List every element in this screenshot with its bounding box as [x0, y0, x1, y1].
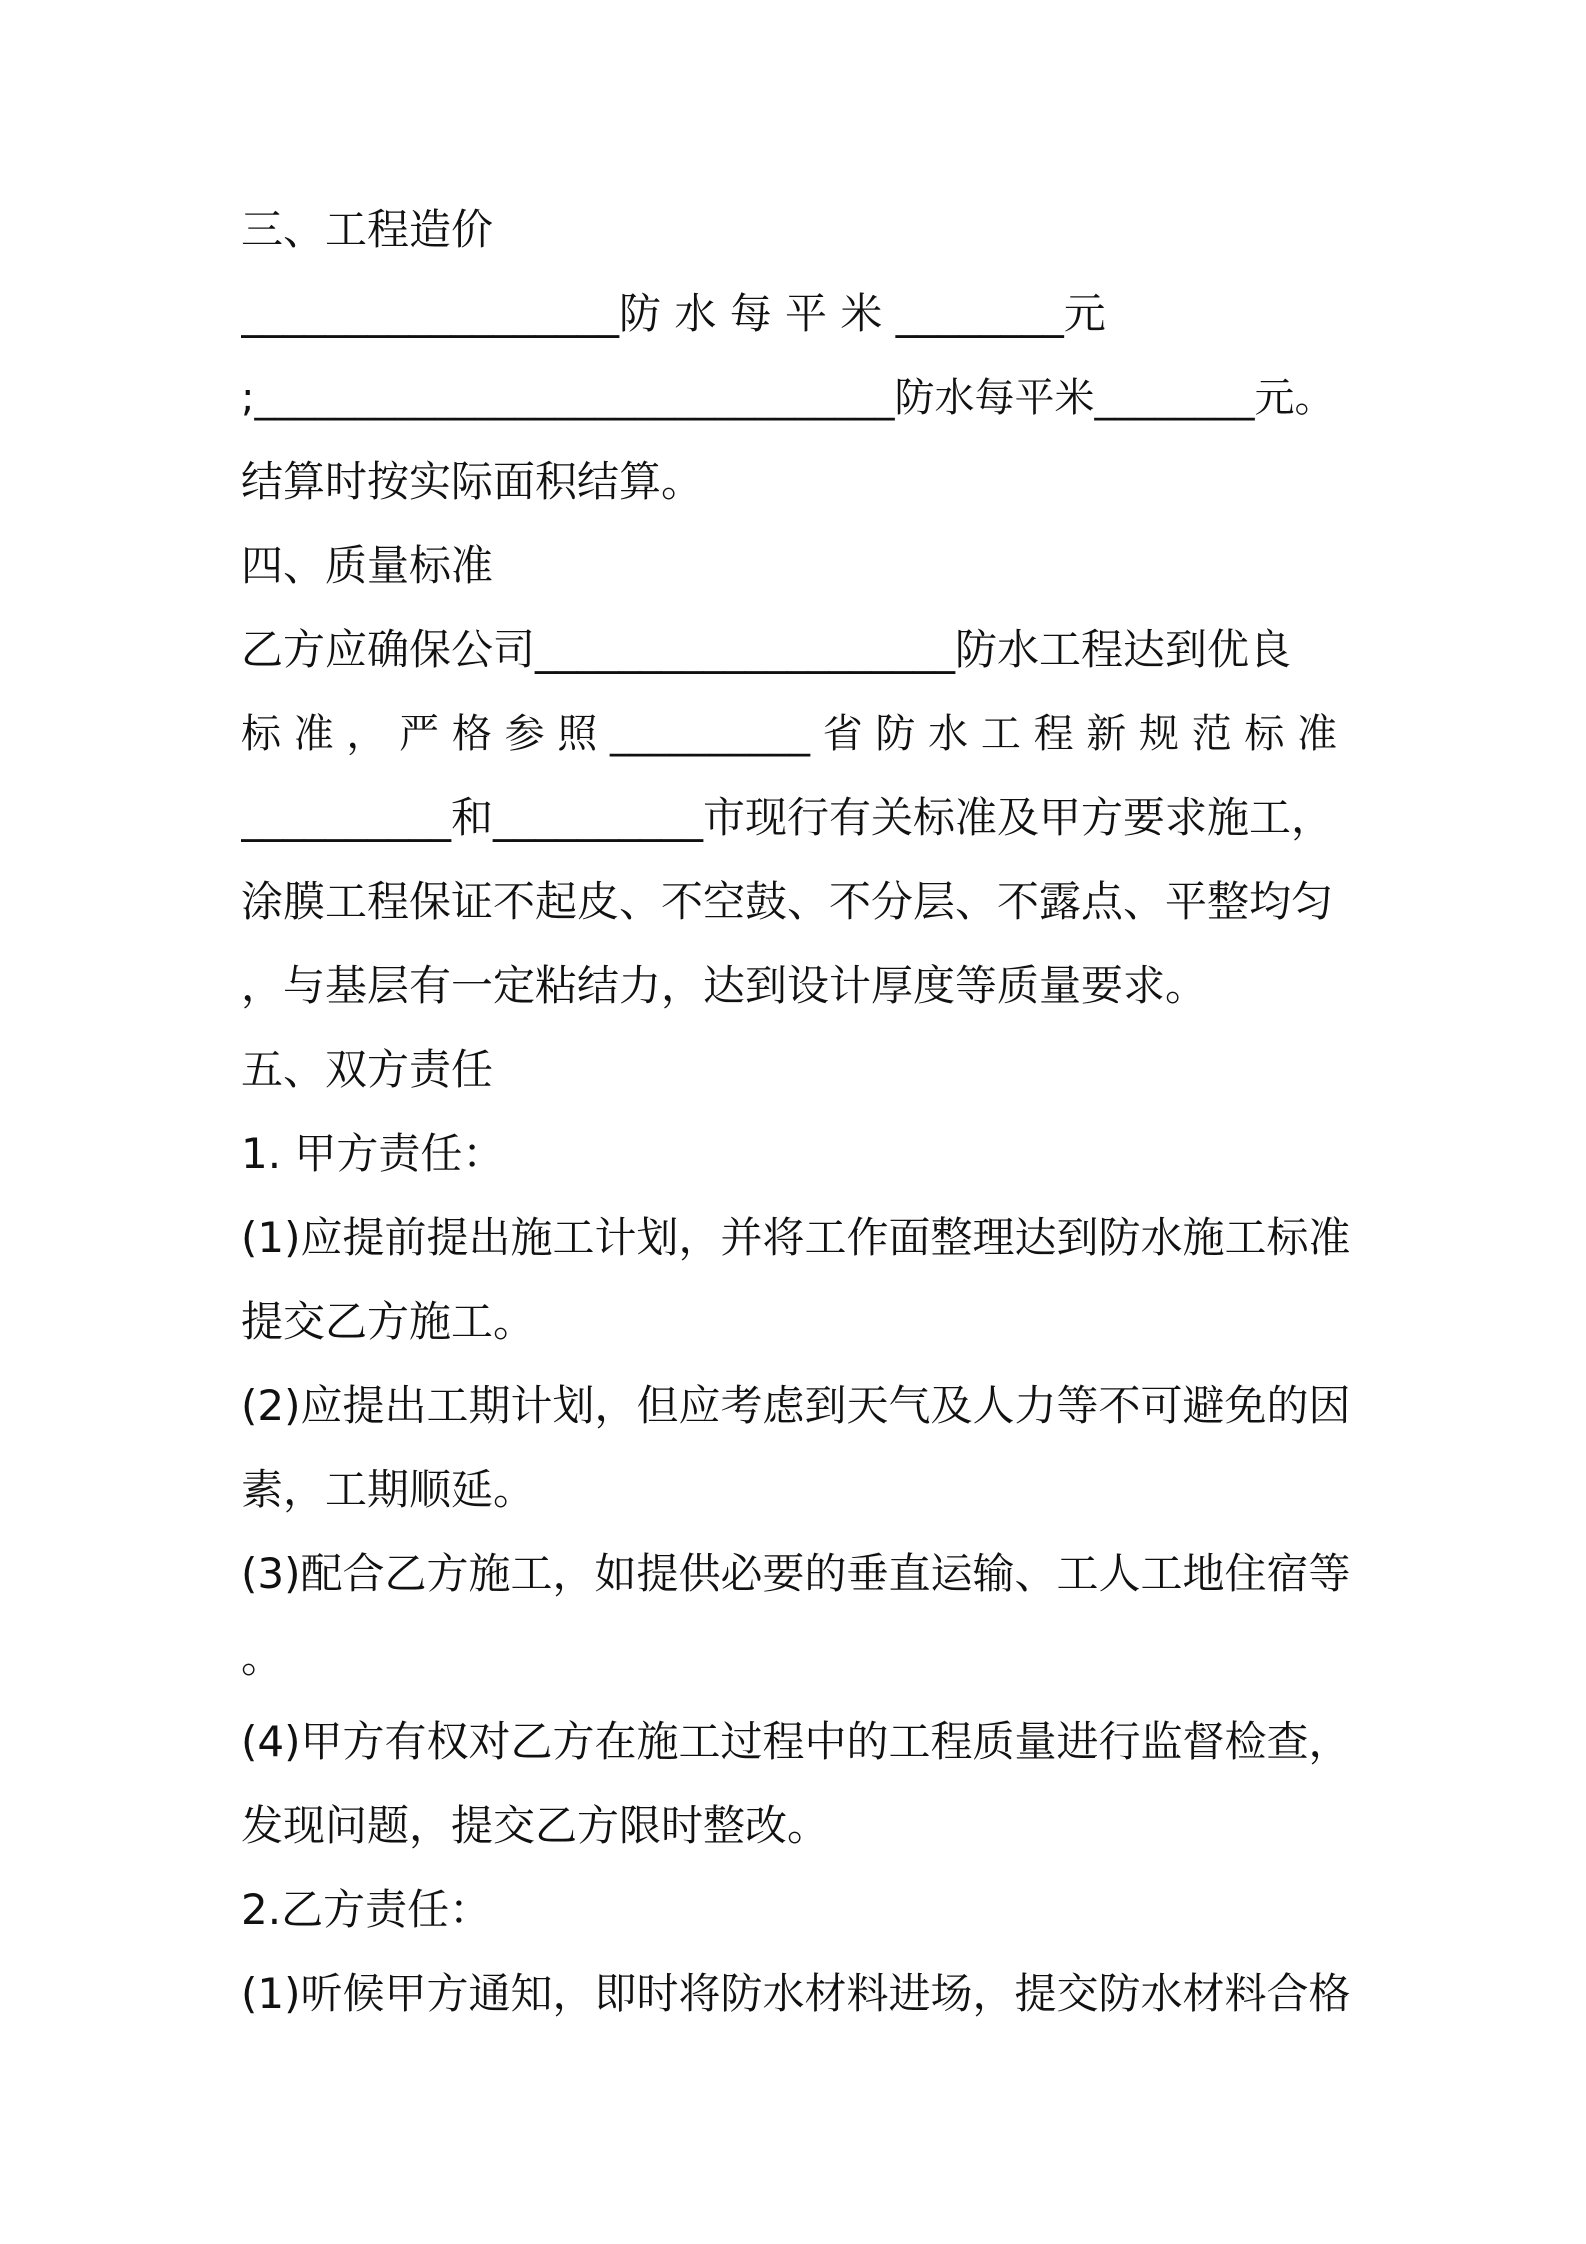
- party-a-item-1-line-2: 提交乙方施工。: [241, 1297, 536, 1346]
- section-heading-responsibilities: 五、双方责任: [241, 1045, 494, 1094]
- cost-line-2: ;________________________________防水每平米________元。: [241, 375, 1335, 421]
- quality-line-1: 乙方应确保公司____________________防水工程达到优良: [241, 625, 1292, 674]
- quality-line-2: 标 准 ， 严 格 参 照 __________ 省 防 水 工 程 新 规 范 标 准: [241, 711, 1338, 757]
- party-a-heading: 1. 甲方责任：: [241, 1129, 505, 1178]
- section-heading-quality: 四、质量标准: [241, 541, 494, 590]
- cost-line-1: __________________防 水 每 平 米 ________元: [241, 289, 1106, 338]
- party-a-item-4-line-2: 发现问题，提交乙方限时整改。: [241, 1801, 830, 1850]
- party-a-item-3-line-1: (3)配合乙方施工，如提供必要的垂直运输、工人工地住宿等: [241, 1549, 1351, 1598]
- party-a-item-4-line-1: (4)甲方有权对乙方在施工过程中的工程质量进行监督检查，: [241, 1717, 1351, 1766]
- party-a-item-3-line-2: 。: [241, 1633, 284, 1682]
- settlement-line: 结算时按实际面积结算。: [241, 457, 704, 506]
- section-heading-cost: 三、工程造价: [241, 205, 494, 254]
- quality-line-4: 涂膜工程保证不起皮、不空鼓、不分层、不露点、平整均匀: [241, 877, 1334, 926]
- party-a-item-2-line-2: 素，工期顺延。: [241, 1465, 536, 1514]
- party-a-item-1-line-1: (1)应提前提出施工计划，并将工作面整理达到防水施工标准: [241, 1213, 1351, 1262]
- quality-line-3: __________和__________市现行有关标准及甲方要求施工，: [241, 793, 1334, 842]
- quality-line-5: ，与基层有一定粘结力，达到设计厚度等质量要求。: [241, 961, 1208, 1010]
- party-a-item-2-line-1: (2)应提出工期计划，但应考虑到天气及人力等不可避免的因: [241, 1381, 1351, 1430]
- party-b-heading: 2.乙方责任：: [241, 1885, 492, 1934]
- party-b-item-1-line-1: (1)听候甲方通知，即时将防水材料进场，提交防水材料合格: [241, 1969, 1351, 2018]
